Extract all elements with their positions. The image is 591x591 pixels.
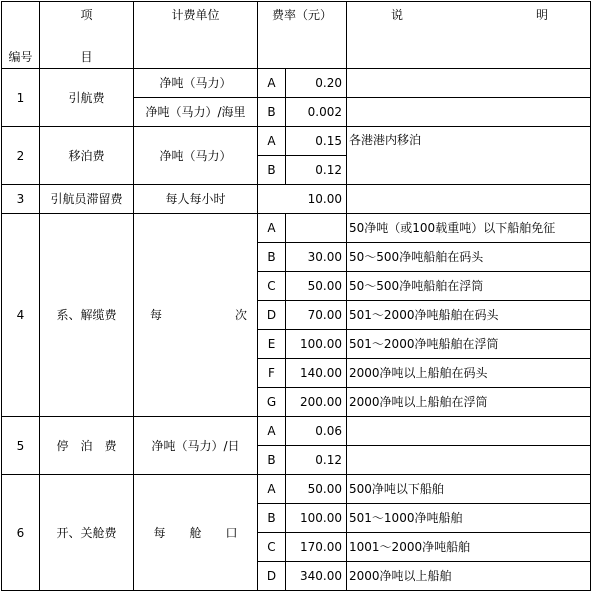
rate-value: 50.00 <box>286 272 347 301</box>
rate-grade: E <box>258 330 286 359</box>
rate-value: 100.00 <box>286 330 347 359</box>
rate-desc <box>347 446 591 475</box>
row-unit-part-1: 每 <box>150 308 163 322</box>
rate-grade: A <box>258 69 286 98</box>
rate-grade: B <box>258 446 286 475</box>
rate-grade: A <box>258 214 286 243</box>
header-item-bottom <box>40 36 134 69</box>
rate-grade: A <box>258 475 286 504</box>
rate-grade: G <box>258 388 286 417</box>
rate-value: 0.06 <box>286 417 347 446</box>
row-item: 开、关舱费 <box>40 475 134 591</box>
row-item: 引航费 <box>40 69 134 127</box>
rate-value: 0.002 <box>286 98 347 127</box>
header-rate: 费率（元） <box>258 2 347 69</box>
table-row <box>2 475 591 504</box>
row-no: 2 <box>2 127 40 185</box>
rate-desc <box>347 98 591 127</box>
rate-value: 0.12 <box>286 446 347 475</box>
table-row <box>2 185 591 214</box>
header-desc <box>347 2 591 69</box>
rate-desc: 2000净吨以上船舶 <box>347 562 591 591</box>
rate-value: 10.00 <box>258 185 347 214</box>
rate-desc: 2000净吨以上船舶在浮筒 <box>347 388 591 417</box>
rate-value: 70.00 <box>286 301 347 330</box>
header-item-label-1: 项 <box>80 8 93 22</box>
row-unit: 每 舱 口 <box>134 475 258 591</box>
rate-value: 100.00 <box>286 504 347 533</box>
table-row <box>2 69 591 98</box>
rate-grade: A <box>258 417 286 446</box>
row-no: 5 <box>2 417 40 475</box>
header-row-1 <box>2 2 591 37</box>
fee-table <box>1 1 591 591</box>
rate-desc <box>347 417 591 446</box>
rate-value: 30.00 <box>286 243 347 272</box>
rate-desc: 50～500净吨船舶在浮筒 <box>347 272 591 301</box>
rate-desc: 50净吨（或100载重吨）以下船舶免征 <box>347 214 591 243</box>
rate-desc: 501～1000净吨船舶 <box>347 504 591 533</box>
row-item: 停 泊 费 <box>40 417 134 475</box>
header-no: 编号 <box>2 2 40 69</box>
rate-value: 200.00 <box>286 388 347 417</box>
rate-value: 170.00 <box>286 533 347 562</box>
rate-value: 140.00 <box>286 359 347 388</box>
rate-desc: 1001～2000净吨船舶 <box>347 533 591 562</box>
rate-grade: C <box>258 533 286 562</box>
rate-grade: C <box>258 272 286 301</box>
table-row <box>2 214 591 243</box>
rate-grade: B <box>258 98 286 127</box>
rate-desc: 2000净吨以上船舶在码头 <box>347 359 591 388</box>
rate-value: 50.00 <box>286 475 347 504</box>
rate-grade: A <box>258 127 286 156</box>
row-unit <box>134 214 258 417</box>
rate-desc: 500净吨以下船舶 <box>347 475 591 504</box>
rate-grade: D <box>258 562 286 591</box>
rate-grade: B <box>258 243 286 272</box>
row-unit: 净吨（马力）/日 <box>134 417 258 475</box>
row-no: 6 <box>2 475 40 591</box>
row-unit: 净吨（马力）/海里 <box>134 98 258 127</box>
rate-grade: B <box>258 156 286 185</box>
header-item-label-2: 目 <box>80 50 93 64</box>
header-desc-label-1: 说 <box>391 8 404 22</box>
row-no: 4 <box>2 214 40 417</box>
row-unit: 净吨（马力） <box>134 69 258 98</box>
row-no: 3 <box>2 185 40 214</box>
rate-desc <box>347 185 591 214</box>
table-row <box>2 127 591 156</box>
rate-grade: D <box>258 301 286 330</box>
header-item-top <box>40 2 134 37</box>
rate-desc: 501～2000净吨船舶在码头 <box>347 301 591 330</box>
rate-grade: F <box>258 359 286 388</box>
rate-grade: B <box>258 504 286 533</box>
row-unit: 每人每小时 <box>134 185 258 214</box>
rate-desc: 各港港内移泊 <box>347 127 591 185</box>
row-unit: 净吨（马力） <box>134 127 258 185</box>
table-row <box>2 417 591 446</box>
row-unit-part-2: 次 <box>234 308 247 322</box>
row-item: 移泊费 <box>40 127 134 185</box>
rate-value: 340.00 <box>286 562 347 591</box>
rate-value: 0.12 <box>286 156 347 185</box>
rate-value: 0.20 <box>286 69 347 98</box>
row-item: 引航员滞留费 <box>40 185 134 214</box>
rate-value <box>286 214 347 243</box>
rate-desc <box>347 69 591 98</box>
rate-desc: 50～500净吨船舶在码头 <box>347 243 591 272</box>
row-item: 系、解缆费 <box>40 214 134 417</box>
rate-desc: 501～2000净吨船舶在浮筒 <box>347 330 591 359</box>
rate-value: 0.15 <box>286 127 347 156</box>
header-desc-label-2: 明 <box>536 8 549 22</box>
row-no: 1 <box>2 69 40 127</box>
header-unit: 计费单位 <box>134 2 258 69</box>
